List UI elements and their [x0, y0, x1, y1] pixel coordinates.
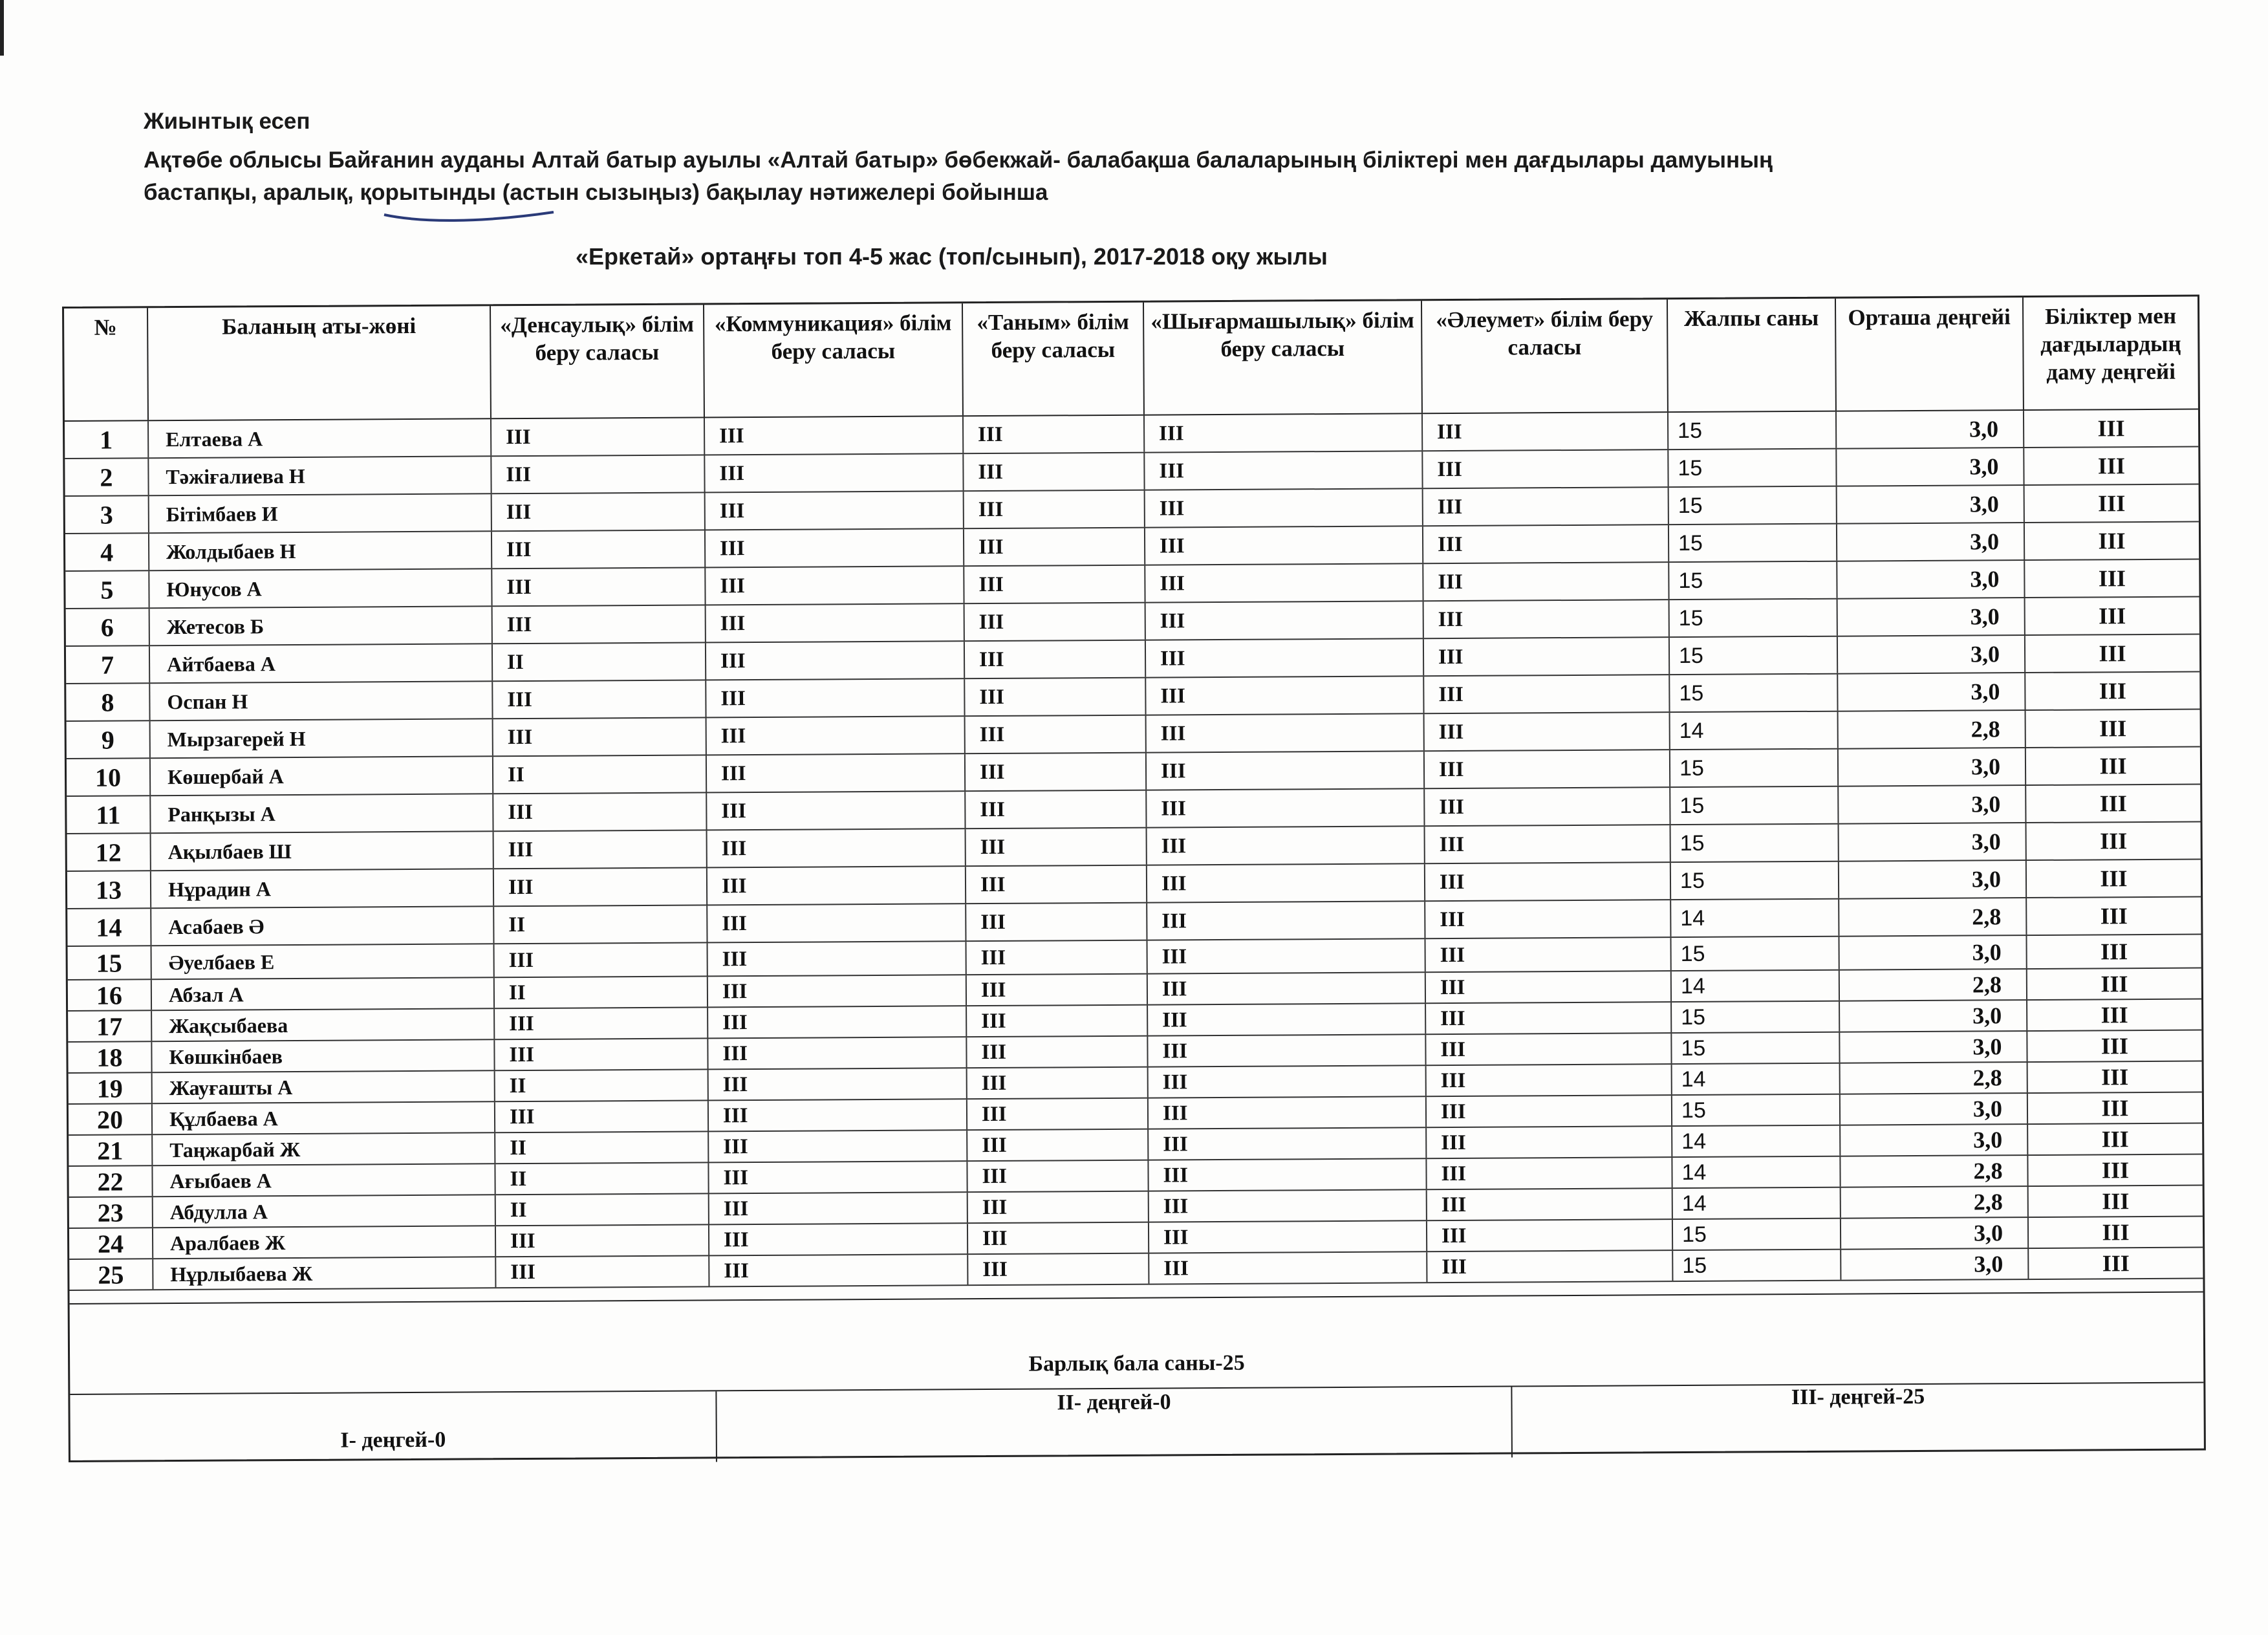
cell-cognition: III [967, 975, 1148, 1006]
cell-social: III [1423, 525, 1669, 563]
cell-health: III [492, 568, 706, 605]
cell-skill-level: III [2100, 903, 2128, 929]
cell-creativity: III [1148, 1035, 1426, 1066]
cell-cognition: III [967, 1037, 1148, 1068]
cell-cognition: III [967, 1161, 1149, 1192]
cell-skill-level: III [2097, 453, 2126, 479]
cell-child-name: Ақылбаев Ш [151, 832, 494, 870]
cell-communication: III [705, 454, 964, 492]
cell-cognition: III [967, 1130, 1149, 1161]
cell-social: III [1427, 1189, 1673, 1220]
cell-creativity: III [1147, 902, 1425, 939]
cell-number: 16 [68, 980, 152, 1010]
cell-number: 24 [69, 1228, 153, 1259]
cell-total: 15 [1671, 825, 1839, 861]
cell-number: 3 [65, 496, 149, 533]
cell-cognition: III [966, 753, 1147, 791]
cell-health: III [493, 680, 706, 718]
cell-child-name: Жолдыбаев Н [149, 532, 492, 570]
cell-health: II [495, 1163, 709, 1194]
cell-health: III [494, 830, 707, 868]
cell-cognition: III [966, 904, 1147, 941]
cell-creativity: III [1148, 1004, 1426, 1035]
cell-cognition: III [967, 941, 1148, 975]
cell-health: III [493, 605, 706, 643]
cell-health: II [493, 643, 706, 680]
cell-skill-level: III [2101, 1095, 2129, 1121]
results-table [62, 295, 2206, 1462]
cell-cognition: III [966, 791, 1147, 828]
cell-health: III [494, 868, 707, 905]
cell-average: 3,0 [1841, 1249, 2029, 1280]
cell-average: 3,0 [1841, 1094, 2028, 1125]
cell-creativity: III [1148, 973, 1426, 1004]
cell-cognition: III [967, 1099, 1149, 1130]
cell-social: III [1425, 825, 1671, 863]
cell-communication: III [707, 829, 966, 867]
cell-social: III [1423, 450, 1669, 488]
cell-skill-level: III [2098, 528, 2126, 554]
cell-communication: III [709, 1099, 967, 1131]
cell-number: 18 [68, 1042, 152, 1072]
cell-social: III [1424, 675, 1670, 713]
cell-skill-level: III [2099, 790, 2127, 817]
cell-health: II [495, 977, 708, 1008]
cell-average: 2,8 [1841, 1187, 2029, 1218]
cell-number: 5 [65, 571, 149, 608]
cell-health: II [494, 905, 707, 943]
cell-average: 3,0 [1837, 411, 2024, 448]
cell-skill-level: III [2101, 1064, 2129, 1090]
cell-social: III [1425, 863, 1671, 900]
cell-health: II [495, 1132, 709, 1163]
cell-number: 14 [67, 909, 151, 946]
cell-total: 15 [1670, 637, 1838, 674]
cell-child-name: Нұрлыбаева Ж [153, 1257, 496, 1289]
cell-average: 3,0 [1837, 561, 2025, 598]
cell-average: 3,0 [1839, 823, 2027, 861]
cell-number: 22 [69, 1166, 153, 1196]
cell-total: 14 [1672, 1157, 1841, 1187]
cell-average: 3,0 [1837, 486, 2025, 523]
cell-cognition: III [966, 716, 1147, 753]
cell-average: 3,0 [1838, 636, 2025, 673]
cell-communication: III [709, 1131, 967, 1162]
cell-communication: III [706, 604, 965, 642]
cell-health: III [496, 1256, 709, 1287]
cell-social: III [1427, 1158, 1672, 1189]
cell-average: 3,0 [1837, 448, 2024, 486]
cell-health: III [496, 1225, 709, 1256]
cell-child-name: Нұрадин А [151, 869, 494, 907]
header-health: «Денсаулық» білім беру саласы [491, 305, 705, 418]
cell-total: 14 [1671, 900, 1839, 937]
cell-communication: III [706, 529, 964, 567]
cell-average: 2,8 [1840, 969, 2027, 1001]
cell-cognition: III [964, 491, 1145, 528]
cell-total: 14 [1670, 712, 1839, 749]
cell-skill-level: III [2101, 1157, 2130, 1184]
cell-cognition: III [964, 453, 1145, 491]
cell-skill-level: III [2099, 753, 2127, 779]
scan-edge-mark [0, 0, 4, 56]
cell-number: 12 [67, 834, 151, 871]
cell-average: 3,0 [1841, 1125, 2028, 1156]
cell-communication: III [705, 417, 964, 454]
cell-number: 20 [69, 1104, 153, 1134]
cell-number: 17 [68, 1011, 152, 1041]
cell-cognition: III [965, 641, 1146, 678]
cell-health: III [492, 493, 706, 530]
cell-cognition: III [967, 1068, 1149, 1099]
cell-cognition: III [964, 416, 1145, 453]
cell-average: 2,8 [1839, 898, 2027, 936]
cell-skill-level: III [2102, 1188, 2130, 1215]
cell-cognition: III [966, 866, 1147, 904]
cell-total: 15 [1670, 675, 1838, 711]
cell-child-name: Жауғашты А [153, 1071, 495, 1103]
cell-child-name: Мырзагерей Н [151, 719, 493, 757]
cell-social: III [1427, 1251, 1673, 1282]
cell-health: III [492, 530, 706, 568]
cell-child-name: Көшкінбаев [152, 1040, 495, 1072]
cell-total: 14 [1672, 1126, 1841, 1156]
cell-skill-level: III [2099, 715, 2127, 742]
cell-communication: III [707, 867, 966, 904]
cell-social: III [1426, 1034, 1672, 1065]
cell-communication: III [709, 1162, 967, 1193]
cell-average: 3,0 [1839, 861, 2027, 898]
cell-child-name: Елтаева А [149, 419, 491, 457]
cell-health: III [495, 1039, 708, 1070]
header-creativity: «Шығармашылық» білім беру саласы [1144, 301, 1423, 414]
cell-creativity: III [1145, 489, 1423, 526]
cell-health: III [491, 455, 705, 493]
cell-communication: III [707, 904, 966, 942]
cell-number: 11 [67, 796, 151, 833]
header-number: № [64, 308, 149, 420]
summary-level-1: I- деңгей-0 [70, 1391, 717, 1466]
cell-social: III [1427, 1220, 1673, 1251]
cell-health: II [493, 755, 707, 793]
cell-cognition: III [964, 566, 1145, 603]
cell-communication: III [706, 642, 965, 679]
cell-creativity: III [1146, 601, 1424, 639]
cell-health: III [495, 1008, 708, 1039]
cell-communication: III [708, 1037, 967, 1068]
cell-creativity: III [1149, 1066, 1427, 1097]
cell-number: 9 [67, 721, 151, 758]
cell-number: 6 [66, 609, 150, 645]
cell-number: 21 [69, 1135, 153, 1165]
cell-skill-level: III [2102, 1250, 2130, 1277]
cell-skill-level: III [2100, 828, 2128, 854]
cell-average: 3,0 [1840, 1001, 2027, 1032]
cell-number: 8 [66, 684, 150, 720]
cell-social: III [1426, 971, 1672, 1002]
cell-social: III [1426, 1002, 1672, 1034]
cell-total: 15 [1670, 787, 1839, 824]
cell-creativity: III [1147, 789, 1425, 827]
cell-social: III [1423, 488, 1669, 525]
cell-creativity: III [1146, 639, 1424, 677]
cell-total: 15 [1670, 750, 1839, 786]
cell-child-name: Абзал А [152, 978, 495, 1010]
cell-social: III [1424, 600, 1670, 638]
cell-total: 15 [1672, 1033, 1840, 1063]
cell-creativity: III [1149, 1221, 1427, 1252]
cell-child-name: Әуелбаев Е [152, 944, 495, 979]
cell-child-name: Таңжарбай Ж [153, 1133, 495, 1165]
cell-average: 3,0 [1840, 1032, 2027, 1063]
cell-cognition: III [968, 1192, 1149, 1223]
cell-number: 2 [65, 459, 149, 495]
cell-cognition: III [967, 1006, 1148, 1037]
header-communication: «Коммуникация» білім беру саласы [704, 303, 964, 417]
cell-cognition: III [968, 1223, 1149, 1254]
cell-social: III [1425, 938, 1671, 971]
cell-child-name: Ағыбаев А [153, 1164, 495, 1196]
cell-average: 2,8 [1839, 711, 2026, 748]
cell-communication: III [709, 1068, 967, 1099]
cell-average: 3,0 [1841, 1218, 2029, 1249]
cell-child-name: Бітімбаев И [149, 494, 492, 532]
cell-cognition: III [965, 603, 1146, 641]
cell-number: 10 [67, 759, 151, 796]
cell-skill-level: III [2098, 565, 2126, 592]
cell-average: 3,0 [1837, 523, 2025, 561]
cell-child-name: Құлбаева А [153, 1102, 495, 1134]
cell-total: 15 [1669, 449, 1837, 486]
cell-skill-level: III [2099, 603, 2126, 629]
cell-communication: III [707, 717, 966, 754]
cell-social: III [1425, 788, 1670, 825]
cell-communication: III [709, 1255, 968, 1286]
header-cognition: «Таным» білім беру саласы [963, 303, 1145, 416]
summary-level-3: III- деңгей-25 [1791, 1384, 1925, 1410]
cell-total: 14 [1672, 1064, 1841, 1094]
cell-number: 15 [68, 946, 152, 979]
cell-skill-level: III [2101, 1033, 2129, 1059]
cell-health: III [493, 718, 707, 755]
cell-social: III [1423, 563, 1669, 600]
cell-health: III [495, 943, 708, 977]
cell-creativity: III [1147, 864, 1425, 902]
cell-cognition: III [966, 828, 1147, 866]
cell-social: III [1427, 1127, 1672, 1158]
cell-child-name: Көшербай А [151, 757, 493, 795]
cell-average: 2,8 [1841, 1063, 2028, 1094]
cell-communication: III [708, 975, 967, 1006]
header-skill-level: Біліктер мен дағдылардың даму деңгейі [2040, 303, 2181, 385]
cell-social: III [1427, 1065, 1672, 1096]
cell-total: 15 [1672, 1095, 1841, 1125]
cell-cognition: III [964, 528, 1145, 566]
cell-creativity: III [1147, 752, 1425, 789]
cell-child-name: Юнусов А [149, 569, 492, 607]
cell-number: 13 [67, 871, 151, 908]
cell-total: 15 [1669, 562, 1837, 599]
cell-child-name: Оспан Н [150, 682, 493, 720]
cell-average: 3,0 [1839, 748, 2026, 786]
cell-communication: III [709, 1193, 968, 1224]
cell-creativity: III [1145, 414, 1423, 451]
document-subtitle-line1: Ақтөбе облысы Байғанин ауданы Алтай батыр ауылы «Алтай батыр» бөбекжай- балабақша балаларының біліктері мен дағдылары дамуының [144, 147, 1773, 173]
header-social: «Әлеумет» білім беру саласы [1422, 299, 1669, 413]
cell-creativity: III [1145, 526, 1423, 564]
cell-creativity: III [1145, 451, 1423, 489]
cell-skill-level: III [2099, 640, 2126, 667]
cell-social: III [1423, 413, 1669, 450]
cell-social: III [1425, 713, 1670, 750]
cell-total: 15 [1673, 1250, 1841, 1281]
cell-social: III [1424, 638, 1670, 675]
cell-child-name: Абдулла А [153, 1195, 496, 1227]
cell-child-name: Айтбаева А [150, 644, 493, 682]
cell-social: III [1427, 1096, 1672, 1127]
summary-total-children: Барлық бала саны-25 [70, 1293, 2204, 1395]
cell-cognition: III [968, 1254, 1149, 1285]
cell-communication: III [707, 754, 966, 792]
table-header-row [64, 297, 2198, 422]
cell-cognition: III [965, 678, 1146, 716]
header-child-name: Баланың аты-жөні [148, 306, 491, 420]
cell-communication: III [706, 679, 965, 717]
cell-child-name: Аралбаев Ж [153, 1226, 496, 1258]
cell-health: III [495, 1101, 709, 1132]
cell-child-name: Жақсыбаева [152, 1009, 495, 1041]
cell-creativity: III [1149, 1190, 1427, 1221]
cell-number: 4 [65, 534, 149, 570]
cell-social: III [1425, 750, 1670, 788]
cell-skill-level: III [2097, 415, 2125, 442]
cell-creativity: III [1145, 564, 1423, 601]
document-subtitle-line2: бастапқы, аралық, қорытынды (астын сызыңыз) бақылау нәтижелері бойынша [144, 180, 1048, 205]
cell-health: III [493, 793, 707, 830]
cell-creativity: III [1149, 1252, 1427, 1283]
cell-total: 15 [1669, 525, 1837, 561]
cell-skill-level: III [2101, 971, 2128, 997]
cell-total: 14 [1673, 1188, 1841, 1218]
cell-child-name: Жетесов Б [150, 607, 493, 645]
cell-number: 23 [69, 1197, 153, 1228]
summary-level-2: II- деңгей-0 [717, 1387, 1513, 1462]
cell-total: 15 [1669, 412, 1837, 449]
cell-communication: III [706, 567, 964, 604]
cell-creativity: III [1149, 1097, 1427, 1128]
cell-total: 15 [1670, 600, 1838, 636]
cell-creativity: III [1149, 1159, 1427, 1190]
cell-skill-level: III [2101, 1002, 2128, 1028]
cell-skill-level: III [2098, 490, 2126, 517]
cell-average: 3,0 [1839, 936, 2027, 969]
cell-number: 19 [69, 1073, 153, 1103]
cell-skill-level: III [2100, 865, 2128, 892]
cell-communication: III [706, 492, 964, 529]
cell-skill-level: III [2101, 1126, 2129, 1153]
cell-child-name: Ранқызы А [151, 794, 493, 832]
cell-total: 15 [1671, 862, 1839, 899]
cell-total: 15 [1672, 1002, 1840, 1032]
cell-social: III [1425, 900, 1671, 938]
summary-block [70, 1292, 2204, 1464]
cell-number: 7 [66, 646, 150, 683]
cell-health: III [491, 418, 705, 455]
group-line: «Еркетай» ортаңғы топ 4-5 жас (топ/сынып), 2017-2018 оқу жылы [576, 243, 1328, 270]
cell-child-name: Тәжіғалиева Н [149, 457, 491, 495]
cell-number: 25 [69, 1259, 153, 1290]
cell-health: II [496, 1194, 709, 1225]
document-title: Жиынтық есеп [144, 109, 310, 134]
cell-creativity: III [1147, 827, 1425, 864]
cell-skill-level: III [2102, 1219, 2130, 1246]
cell-average: 2,8 [1841, 1156, 2028, 1187]
cell-number: 1 [65, 421, 149, 458]
cell-total: 14 [1672, 971, 1840, 1001]
cell-child-name: Асабаев Ә [151, 907, 494, 945]
cell-skill-level: III [2100, 938, 2128, 965]
cell-total: 15 [1669, 487, 1837, 524]
cell-communication: III [708, 1006, 967, 1037]
cell-communication: III [708, 942, 967, 975]
header-average: Орташа деңгейі [1836, 298, 2024, 411]
cell-creativity: III [1147, 714, 1425, 752]
cell-total: 15 [1671, 937, 1839, 970]
cell-health: II [495, 1070, 709, 1101]
cell-creativity: III [1149, 1128, 1427, 1159]
cell-creativity: III [1148, 939, 1426, 973]
cell-average: 3,0 [1838, 673, 2025, 711]
cell-communication: III [709, 1224, 968, 1255]
handwritten-underline [382, 206, 556, 225]
cell-total: 15 [1673, 1219, 1841, 1250]
cell-communication: III [707, 792, 966, 829]
cell-skill-level: III [2099, 678, 2126, 704]
cell-average: 3,0 [1839, 786, 2026, 823]
cell-average: 3,0 [1838, 598, 2025, 636]
header-total: Жалпы саны [1668, 299, 1837, 411]
cell-creativity: III [1146, 677, 1424, 714]
